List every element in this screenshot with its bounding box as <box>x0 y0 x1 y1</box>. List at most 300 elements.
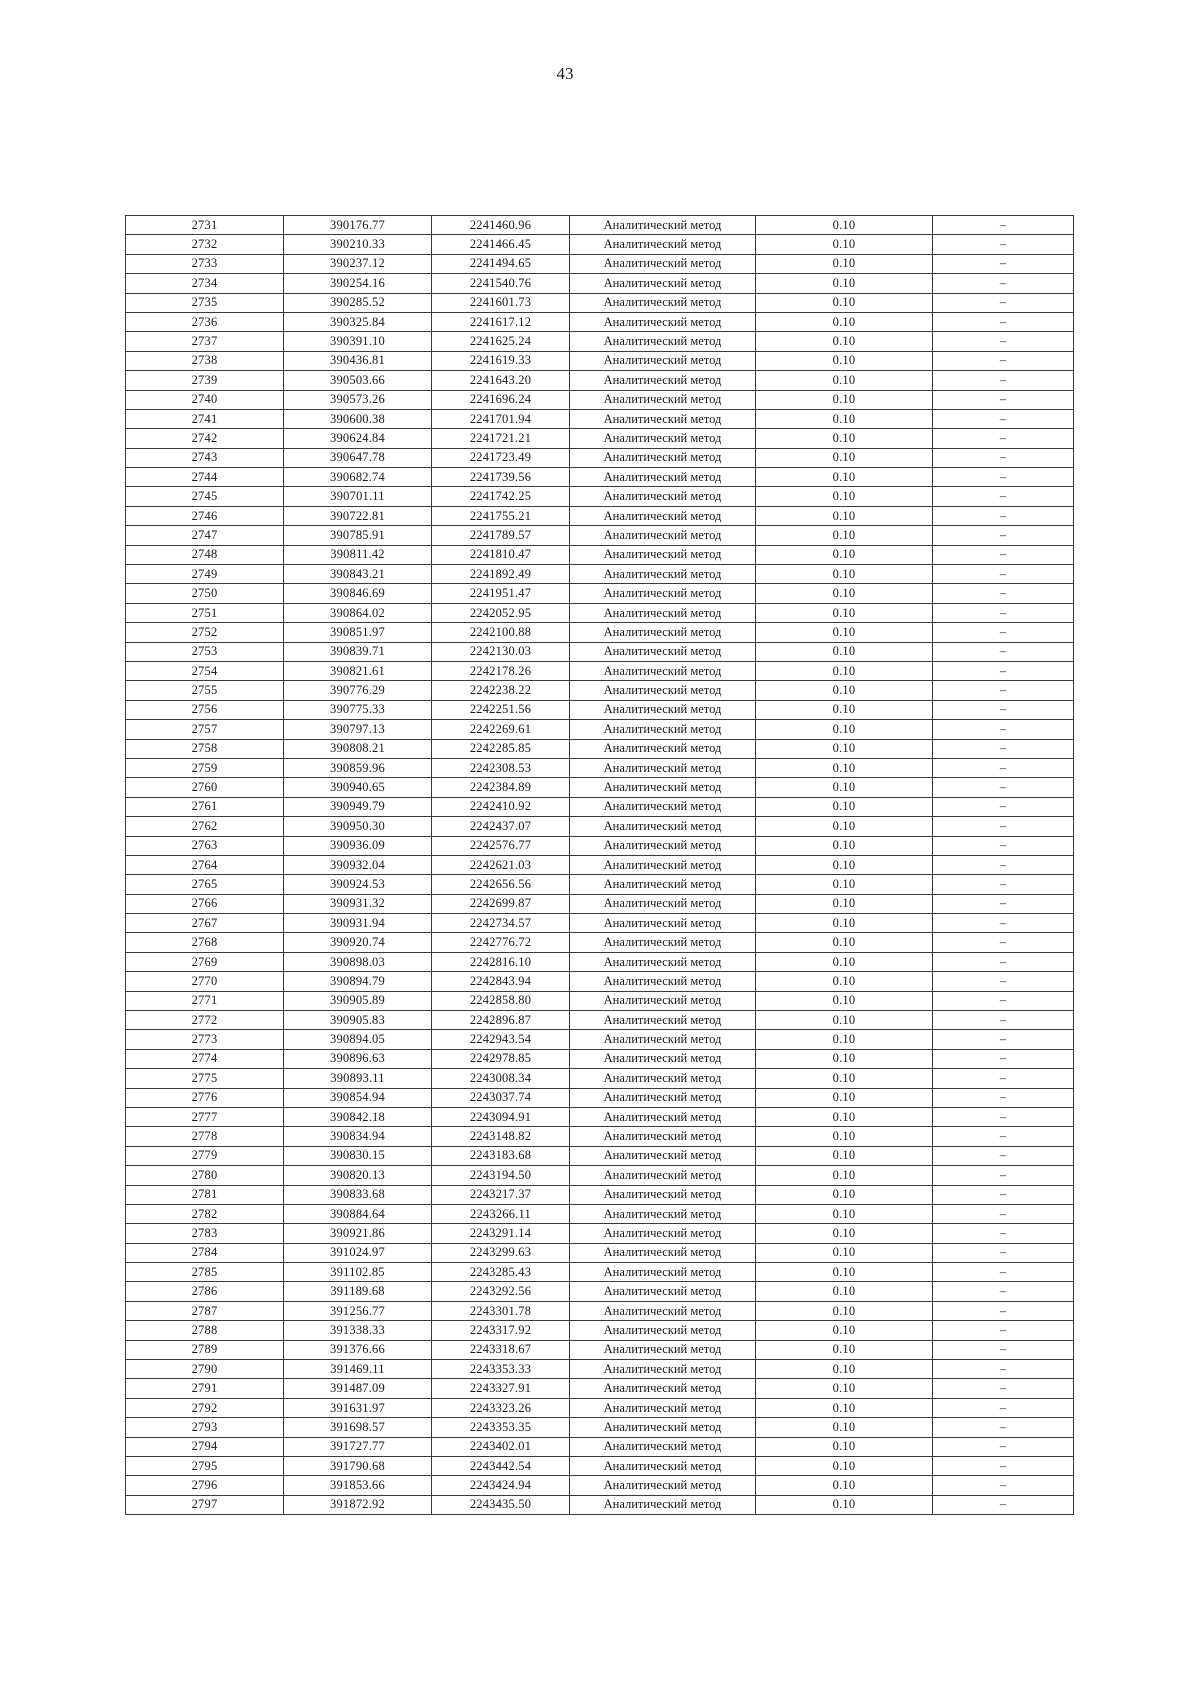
accuracy-cell: 0.10 <box>756 603 933 622</box>
method-cell: Аналитический метод <box>570 254 756 273</box>
x-coordinate-cell: 390924.53 <box>284 875 432 894</box>
x-coordinate-cell: 390821.61 <box>284 661 432 680</box>
point-number-cell: 2732 <box>126 235 284 254</box>
note-cell: – <box>933 700 1074 719</box>
table-row <box>126 1204 1074 1223</box>
x-coordinate-cell: 391698.57 <box>284 1418 432 1437</box>
x-coordinate-cell: 390834.94 <box>284 1127 432 1146</box>
point-number-cell: 2790 <box>126 1360 284 1379</box>
accuracy-cell: 0.10 <box>756 1321 933 1340</box>
y-coordinate-cell: 2243292.56 <box>432 1282 570 1301</box>
coordinates-table-body <box>126 216 1074 1515</box>
table-row <box>126 506 1074 525</box>
note-cell: – <box>933 1418 1074 1437</box>
method-cell: Аналитический метод <box>570 390 756 409</box>
table-row <box>126 545 1074 564</box>
x-coordinate-cell: 390864.02 <box>284 603 432 622</box>
table-row <box>126 1457 1074 1476</box>
point-number-cell: 2738 <box>126 351 284 370</box>
point-number-cell: 2780 <box>126 1166 284 1185</box>
accuracy-cell: 0.10 <box>756 1301 933 1320</box>
table-row <box>126 817 1074 836</box>
y-coordinate-cell: 2241701.94 <box>432 409 570 428</box>
note-cell: – <box>933 1185 1074 1204</box>
accuracy-cell: 0.10 <box>756 1069 933 1088</box>
y-coordinate-cell: 2243183.68 <box>432 1146 570 1165</box>
accuracy-cell: 0.10 <box>756 1476 933 1495</box>
x-coordinate-cell: 390573.26 <box>284 390 432 409</box>
point-number-cell: 2757 <box>126 720 284 739</box>
point-number-cell: 2750 <box>126 584 284 603</box>
accuracy-cell: 0.10 <box>756 914 933 933</box>
x-coordinate-cell: 391790.68 <box>284 1457 432 1476</box>
y-coordinate-cell: 2241601.73 <box>432 293 570 312</box>
x-coordinate-cell: 390811.42 <box>284 545 432 564</box>
y-coordinate-cell: 2242269.61 <box>432 720 570 739</box>
point-number-cell: 2761 <box>126 797 284 816</box>
table-row <box>126 739 1074 758</box>
y-coordinate-cell: 2242130.03 <box>432 642 570 661</box>
x-coordinate-cell: 391469.11 <box>284 1360 432 1379</box>
point-number-cell: 2759 <box>126 758 284 777</box>
point-number-cell: 2775 <box>126 1069 284 1088</box>
accuracy-cell: 0.10 <box>756 855 933 874</box>
table-row <box>126 1360 1074 1379</box>
point-number-cell: 2777 <box>126 1107 284 1126</box>
y-coordinate-cell: 2242384.89 <box>432 778 570 797</box>
point-number-cell: 2782 <box>126 1204 284 1223</box>
y-coordinate-cell: 2243266.11 <box>432 1204 570 1223</box>
x-coordinate-cell: 390775.33 <box>284 700 432 719</box>
accuracy-cell: 0.10 <box>756 1379 933 1398</box>
accuracy-cell: 0.10 <box>756 991 933 1010</box>
point-number-cell: 2764 <box>126 855 284 874</box>
point-number-cell: 2737 <box>126 332 284 351</box>
table-row <box>126 1127 1074 1146</box>
point-number-cell: 2748 <box>126 545 284 564</box>
table-row <box>126 1107 1074 1126</box>
x-coordinate-cell: 390785.91 <box>284 526 432 545</box>
note-cell: – <box>933 681 1074 700</box>
point-number-cell: 2749 <box>126 565 284 584</box>
table-row <box>126 661 1074 680</box>
point-number-cell: 2796 <box>126 1476 284 1495</box>
y-coordinate-cell: 2243317.92 <box>432 1321 570 1340</box>
y-coordinate-cell: 2243148.82 <box>432 1127 570 1146</box>
accuracy-cell: 0.10 <box>756 351 933 370</box>
note-cell: – <box>933 293 1074 312</box>
method-cell: Аналитический метод <box>570 914 756 933</box>
note-cell: – <box>933 332 1074 351</box>
table-row <box>126 836 1074 855</box>
note-cell: – <box>933 1030 1074 1049</box>
table-row <box>126 274 1074 293</box>
x-coordinate-cell: 390931.32 <box>284 894 432 913</box>
point-number-cell: 2743 <box>126 448 284 467</box>
method-cell: Аналитический метод <box>570 952 756 971</box>
accuracy-cell: 0.10 <box>756 1418 933 1437</box>
table-row <box>126 1030 1074 1049</box>
note-cell: – <box>933 1282 1074 1301</box>
point-number-cell: 2773 <box>126 1030 284 1049</box>
point-number-cell: 2755 <box>126 681 284 700</box>
y-coordinate-cell: 2242858.80 <box>432 991 570 1010</box>
note-cell: – <box>933 390 1074 409</box>
note-cell: – <box>933 1301 1074 1320</box>
method-cell: Аналитический метод <box>570 526 756 545</box>
x-coordinate-cell: 390682.74 <box>284 468 432 487</box>
method-cell: Аналитический метод <box>570 778 756 797</box>
method-cell: Аналитический метод <box>570 758 756 777</box>
table-row <box>126 293 1074 312</box>
accuracy-cell: 0.10 <box>756 1243 933 1262</box>
y-coordinate-cell: 2241721.21 <box>432 429 570 448</box>
table-row <box>126 914 1074 933</box>
note-cell: – <box>933 758 1074 777</box>
x-coordinate-cell: 391338.33 <box>284 1321 432 1340</box>
table-row <box>126 448 1074 467</box>
table-row <box>126 894 1074 913</box>
note-cell: – <box>933 1088 1074 1107</box>
note-cell: – <box>933 235 1074 254</box>
y-coordinate-cell: 2242621.03 <box>432 855 570 874</box>
method-cell: Аналитический метод <box>570 1030 756 1049</box>
y-coordinate-cell: 2242285.85 <box>432 739 570 758</box>
point-number-cell: 2785 <box>126 1263 284 1282</box>
point-number-cell: 2745 <box>126 487 284 506</box>
note-cell: – <box>933 1204 1074 1223</box>
table-row <box>126 216 1074 235</box>
accuracy-cell: 0.10 <box>756 584 933 603</box>
method-cell: Аналитический метод <box>570 1049 756 1068</box>
y-coordinate-cell: 2242410.92 <box>432 797 570 816</box>
x-coordinate-cell: 391872.92 <box>284 1495 432 1514</box>
point-number-cell: 2797 <box>126 1495 284 1514</box>
accuracy-cell: 0.10 <box>756 739 933 758</box>
method-cell: Аналитический метод <box>570 235 756 254</box>
method-cell: Аналитический метод <box>570 1107 756 1126</box>
x-coordinate-cell: 390701.11 <box>284 487 432 506</box>
y-coordinate-cell: 2242437.07 <box>432 817 570 836</box>
x-coordinate-cell: 391189.68 <box>284 1282 432 1301</box>
note-cell: – <box>933 1146 1074 1165</box>
y-coordinate-cell: 2241789.57 <box>432 526 570 545</box>
note-cell: – <box>933 642 1074 661</box>
method-cell: Аналитический метод <box>570 1398 756 1417</box>
y-coordinate-cell: 2242896.87 <box>432 1011 570 1030</box>
accuracy-cell: 0.10 <box>756 875 933 894</box>
note-cell: – <box>933 526 1074 545</box>
x-coordinate-cell: 390931.94 <box>284 914 432 933</box>
method-cell: Аналитический метод <box>570 1360 756 1379</box>
note-cell: – <box>933 720 1074 739</box>
note-cell: – <box>933 894 1074 913</box>
x-coordinate-cell: 391376.66 <box>284 1340 432 1359</box>
point-number-cell: 2744 <box>126 468 284 487</box>
method-cell: Аналитический метод <box>570 1224 756 1243</box>
point-number-cell: 2795 <box>126 1457 284 1476</box>
note-cell: – <box>933 565 1074 584</box>
y-coordinate-cell: 2241723.49 <box>432 448 570 467</box>
y-coordinate-cell: 2242238.22 <box>432 681 570 700</box>
y-coordinate-cell: 2243327.91 <box>432 1379 570 1398</box>
note-cell: – <box>933 1495 1074 1514</box>
table-row <box>126 351 1074 370</box>
table-row <box>126 429 1074 448</box>
accuracy-cell: 0.10 <box>756 1166 933 1185</box>
note-cell: – <box>933 351 1074 370</box>
x-coordinate-cell: 390940.65 <box>284 778 432 797</box>
note-cell: – <box>933 1340 1074 1359</box>
y-coordinate-cell: 2241540.76 <box>432 274 570 293</box>
x-coordinate-cell: 390898.03 <box>284 952 432 971</box>
method-cell: Аналитический метод <box>570 468 756 487</box>
note-cell: – <box>933 1321 1074 1340</box>
point-number-cell: 2778 <box>126 1127 284 1146</box>
table-row <box>126 1321 1074 1340</box>
x-coordinate-cell: 390391.10 <box>284 332 432 351</box>
table-row <box>126 681 1074 700</box>
y-coordinate-cell: 2241951.47 <box>432 584 570 603</box>
x-coordinate-cell: 390839.71 <box>284 642 432 661</box>
table-row <box>126 797 1074 816</box>
accuracy-cell: 0.10 <box>756 1127 933 1146</box>
note-cell: – <box>933 914 1074 933</box>
method-cell: Аналитический метод <box>570 506 756 525</box>
y-coordinate-cell: 2242699.87 <box>432 894 570 913</box>
note-cell: – <box>933 1437 1074 1456</box>
table-row <box>126 1243 1074 1262</box>
note-cell: – <box>933 1457 1074 1476</box>
x-coordinate-cell: 390851.97 <box>284 623 432 642</box>
x-coordinate-cell: 390325.84 <box>284 312 432 331</box>
note-cell: – <box>933 1360 1074 1379</box>
table-row <box>126 1224 1074 1243</box>
x-coordinate-cell: 390808.21 <box>284 739 432 758</box>
point-number-cell: 2734 <box>126 274 284 293</box>
table-row <box>126 1069 1074 1088</box>
point-number-cell: 2758 <box>126 739 284 758</box>
x-coordinate-cell: 390894.79 <box>284 972 432 991</box>
accuracy-cell: 0.10 <box>756 972 933 991</box>
accuracy-cell: 0.10 <box>756 216 933 235</box>
note-cell: – <box>933 778 1074 797</box>
accuracy-cell: 0.10 <box>756 1011 933 1030</box>
point-number-cell: 2754 <box>126 661 284 680</box>
table-row <box>126 1495 1074 1514</box>
accuracy-cell: 0.10 <box>756 1049 933 1068</box>
method-cell: Аналитический метод <box>570 1243 756 1262</box>
method-cell: Аналитический метод <box>570 1476 756 1495</box>
y-coordinate-cell: 2242052.95 <box>432 603 570 622</box>
table-row <box>126 855 1074 874</box>
y-coordinate-cell: 2243424.94 <box>432 1476 570 1495</box>
y-coordinate-cell: 2243353.35 <box>432 1418 570 1437</box>
accuracy-cell: 0.10 <box>756 1495 933 1514</box>
table-row <box>126 312 1074 331</box>
coordinates-table <box>125 215 1074 1515</box>
note-cell: – <box>933 1398 1074 1417</box>
method-cell: Аналитический метод <box>570 700 756 719</box>
note-cell: – <box>933 1127 1074 1146</box>
method-cell: Аналитический метод <box>570 1379 756 1398</box>
point-number-cell: 2783 <box>126 1224 284 1243</box>
x-coordinate-cell: 390830.15 <box>284 1146 432 1165</box>
method-cell: Аналитический метод <box>570 797 756 816</box>
note-cell: – <box>933 875 1074 894</box>
accuracy-cell: 0.10 <box>756 1282 933 1301</box>
point-number-cell: 2763 <box>126 836 284 855</box>
accuracy-cell: 0.10 <box>756 1030 933 1049</box>
method-cell: Аналитический метод <box>570 1069 756 1088</box>
x-coordinate-cell: 390905.83 <box>284 1011 432 1030</box>
note-cell: – <box>933 448 1074 467</box>
point-number-cell: 2756 <box>126 700 284 719</box>
table-row <box>126 332 1074 351</box>
accuracy-cell: 0.10 <box>756 409 933 428</box>
note-cell: – <box>933 1379 1074 1398</box>
y-coordinate-cell: 2242843.94 <box>432 972 570 991</box>
x-coordinate-cell: 391853.66 <box>284 1476 432 1495</box>
table-row <box>126 720 1074 739</box>
y-coordinate-cell: 2242978.85 <box>432 1049 570 1068</box>
note-cell: – <box>933 468 1074 487</box>
x-coordinate-cell: 391487.09 <box>284 1379 432 1398</box>
y-coordinate-cell: 2241739.56 <box>432 468 570 487</box>
note-cell: – <box>933 429 1074 448</box>
table-row <box>126 1088 1074 1107</box>
x-coordinate-cell: 390833.68 <box>284 1185 432 1204</box>
x-coordinate-cell: 391024.97 <box>284 1243 432 1262</box>
y-coordinate-cell: 2243442.54 <box>432 1457 570 1476</box>
point-number-cell: 2792 <box>126 1398 284 1417</box>
note-cell: – <box>933 1107 1074 1126</box>
table-row <box>126 1011 1074 1030</box>
method-cell: Аналитический метод <box>570 603 756 622</box>
table-row <box>126 565 1074 584</box>
x-coordinate-cell: 390859.96 <box>284 758 432 777</box>
accuracy-cell: 0.10 <box>756 235 933 254</box>
y-coordinate-cell: 2242100.88 <box>432 623 570 642</box>
table-row <box>126 1263 1074 1282</box>
table-row <box>126 623 1074 642</box>
x-coordinate-cell: 390285.52 <box>284 293 432 312</box>
point-number-cell: 2789 <box>126 1340 284 1359</box>
y-coordinate-cell: 2242943.54 <box>432 1030 570 1049</box>
y-coordinate-cell: 2242734.57 <box>432 914 570 933</box>
point-number-cell: 2788 <box>126 1321 284 1340</box>
accuracy-cell: 0.10 <box>756 526 933 545</box>
y-coordinate-cell: 2243008.34 <box>432 1069 570 1088</box>
method-cell: Аналитический метод <box>570 448 756 467</box>
accuracy-cell: 0.10 <box>756 1224 933 1243</box>
method-cell: Аналитический метод <box>570 1282 756 1301</box>
method-cell: Аналитический метод <box>570 1301 756 1320</box>
method-cell: Аналитический метод <box>570 855 756 874</box>
method-cell: Аналитический метод <box>570 545 756 564</box>
y-coordinate-cell: 2241892.49 <box>432 565 570 584</box>
x-coordinate-cell: 390624.84 <box>284 429 432 448</box>
method-cell: Аналитический метод <box>570 293 756 312</box>
accuracy-cell: 0.10 <box>756 312 933 331</box>
table-row <box>126 390 1074 409</box>
method-cell: Аналитический метод <box>570 972 756 991</box>
note-cell: – <box>933 1476 1074 1495</box>
page-number: 43 <box>556 64 574 83</box>
method-cell: Аналитический метод <box>570 1127 756 1146</box>
point-number-cell: 2752 <box>126 623 284 642</box>
note-cell: – <box>933 216 1074 235</box>
accuracy-cell: 0.10 <box>756 681 933 700</box>
method-cell: Аналитический метод <box>570 1340 756 1359</box>
accuracy-cell: 0.10 <box>756 1185 933 1204</box>
point-number-cell: 2794 <box>126 1437 284 1456</box>
x-coordinate-cell: 390896.63 <box>284 1049 432 1068</box>
method-cell: Аналитический метод <box>570 274 756 293</box>
point-number-cell: 2779 <box>126 1146 284 1165</box>
x-coordinate-cell: 390647.78 <box>284 448 432 467</box>
x-coordinate-cell: 391102.85 <box>284 1263 432 1282</box>
y-coordinate-cell: 2241643.20 <box>432 371 570 390</box>
method-cell: Аналитический метод <box>570 351 756 370</box>
table-row <box>126 584 1074 603</box>
table-row <box>126 758 1074 777</box>
accuracy-cell: 0.10 <box>756 448 933 467</box>
y-coordinate-cell: 2243094.91 <box>432 1107 570 1126</box>
x-coordinate-cell: 390894.05 <box>284 1030 432 1049</box>
method-cell: Аналитический метод <box>570 409 756 428</box>
note-cell: – <box>933 1011 1074 1030</box>
accuracy-cell: 0.10 <box>756 274 933 293</box>
note-cell: – <box>933 1243 1074 1262</box>
table-row <box>126 933 1074 952</box>
x-coordinate-cell: 390842.18 <box>284 1107 432 1126</box>
accuracy-cell: 0.10 <box>756 1340 933 1359</box>
x-coordinate-cell: 390949.79 <box>284 797 432 816</box>
accuracy-cell: 0.10 <box>756 894 933 913</box>
x-coordinate-cell: 391727.77 <box>284 1437 432 1456</box>
note-cell: – <box>933 933 1074 952</box>
accuracy-cell: 0.10 <box>756 1360 933 1379</box>
accuracy-cell: 0.10 <box>756 642 933 661</box>
table-row <box>126 778 1074 797</box>
x-coordinate-cell: 390884.64 <box>284 1204 432 1223</box>
y-coordinate-cell: 2243194.50 <box>432 1166 570 1185</box>
point-number-cell: 2781 <box>126 1185 284 1204</box>
table-row <box>126 254 1074 273</box>
y-coordinate-cell: 2241494.65 <box>432 254 570 273</box>
method-cell: Аналитический метод <box>570 1437 756 1456</box>
point-number-cell: 2731 <box>126 216 284 235</box>
y-coordinate-cell: 2242178.26 <box>432 661 570 680</box>
accuracy-cell: 0.10 <box>756 661 933 680</box>
method-cell: Аналитический метод <box>570 623 756 642</box>
note-cell: – <box>933 991 1074 1010</box>
note-cell: – <box>933 739 1074 758</box>
table-row <box>126 1418 1074 1437</box>
method-cell: Аналитический метод <box>570 739 756 758</box>
table-row <box>126 952 1074 971</box>
method-cell: Аналитический метод <box>570 1495 756 1514</box>
note-cell: – <box>933 855 1074 874</box>
note-cell: – <box>933 1224 1074 1243</box>
note-cell: – <box>933 506 1074 525</box>
table-row <box>126 1379 1074 1398</box>
point-number-cell: 2791 <box>126 1379 284 1398</box>
accuracy-cell: 0.10 <box>756 390 933 409</box>
x-coordinate-cell: 391256.77 <box>284 1301 432 1320</box>
note-cell: – <box>933 1166 1074 1185</box>
